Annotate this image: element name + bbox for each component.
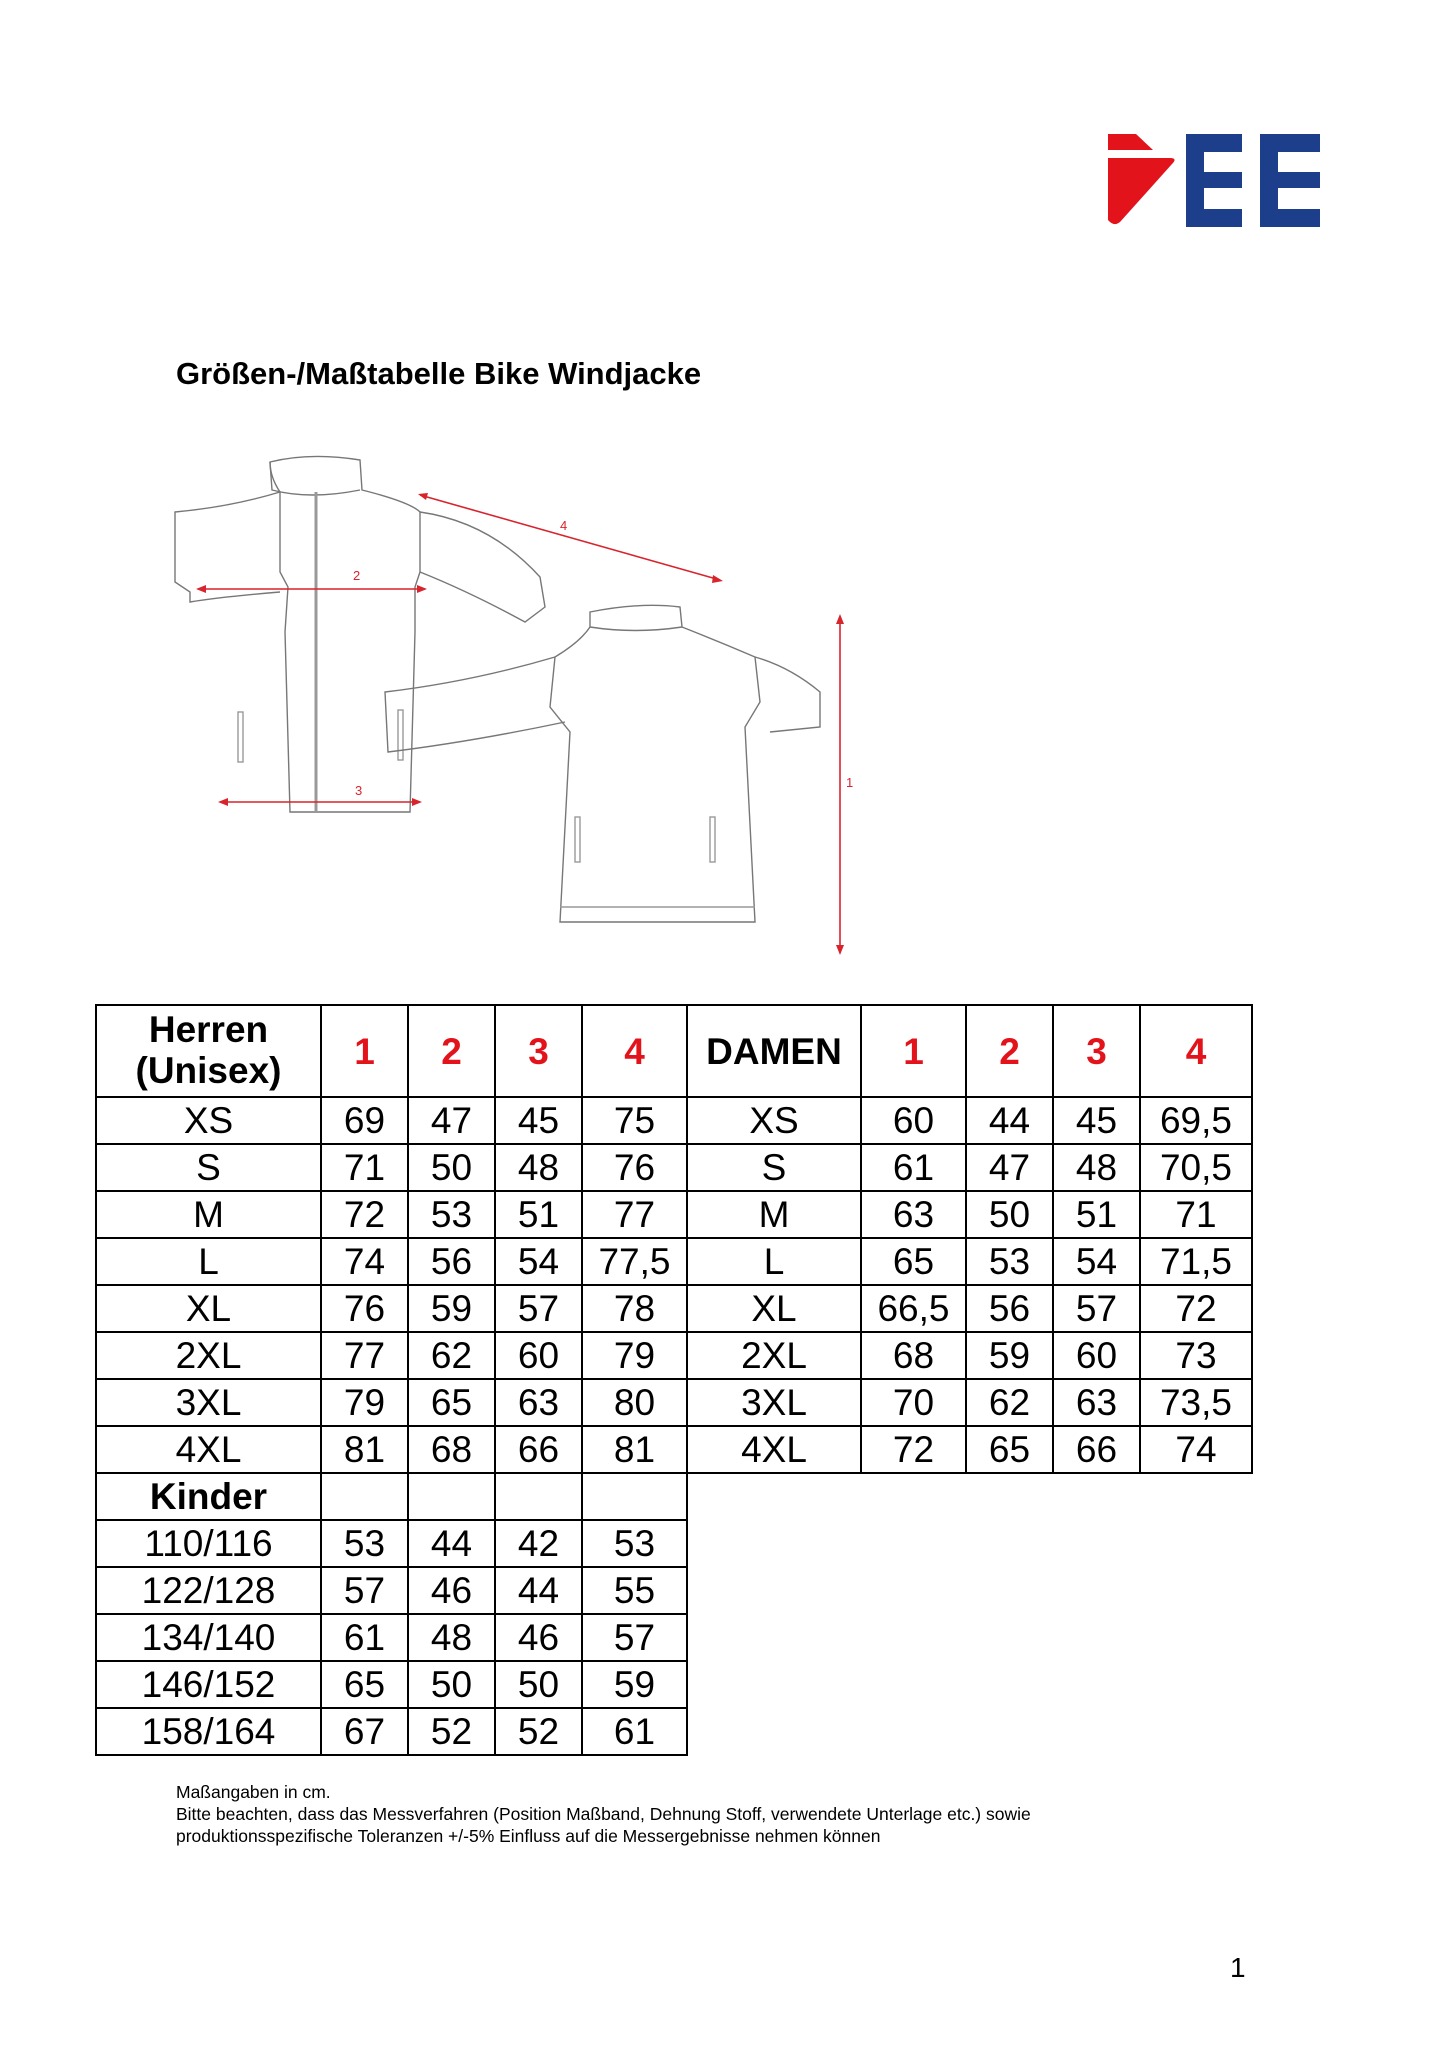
table-row: 158/164 67 52 52 61	[96, 1708, 687, 1755]
table-row: XL 66,5 56 57 72	[687, 1285, 1252, 1332]
table-row: L 74 56 54 77,5	[96, 1238, 687, 1285]
note-line: Maßangaben in cm.	[176, 1782, 331, 1802]
men-size-table	[95, 1004, 688, 1756]
measure-col-4: 4	[1140, 1005, 1252, 1097]
table-row: 122/128 57 46 44 55	[96, 1567, 687, 1614]
note-line: produktionsspezifische Toleranzen +/-5% Einfluss auf die Messergebnisse nehmen können	[176, 1826, 881, 1846]
measure-col-3: 3	[495, 1005, 582, 1097]
measure-col-2: 2	[966, 1005, 1053, 1097]
table-row: 146/152 65 50 50 59	[96, 1661, 687, 1708]
table-row: XL 76 59 57 78	[96, 1285, 687, 1332]
front-jacket-icon	[175, 456, 545, 812]
table-row: 110/116 53 44 42 53	[96, 1520, 687, 1567]
table-row: L 65 53 54 71,5	[687, 1238, 1252, 1285]
table-row: S 71 50 48 76	[96, 1144, 687, 1191]
measure-col-2: 2	[408, 1005, 495, 1097]
table-row: 3XL 70 62 63 73,5	[687, 1379, 1252, 1426]
measure-label-4: 4	[560, 518, 568, 533]
table-header-row	[96, 1005, 687, 1097]
table-row: 134/140 61 48 46 57	[96, 1614, 687, 1661]
table-row: S 61 47 48 70,5	[687, 1144, 1252, 1191]
measurement-notes	[176, 1781, 1031, 1847]
kinder-header-row	[96, 1473, 687, 1520]
dee-logo-icon	[1108, 134, 1320, 227]
table-row: M 63 50 51 71	[687, 1191, 1252, 1238]
table-row: 2XL 68 59 60 73	[687, 1332, 1252, 1379]
table-row: 2XL 77 62 60 79	[96, 1332, 687, 1379]
kinder-header: Kinder	[96, 1473, 321, 1520]
table-row: M 72 53 51 77	[96, 1191, 687, 1238]
table-header-row	[687, 1005, 1252, 1097]
table-row: 4XL 81 68 66 81	[96, 1426, 687, 1473]
herren-unisex-header: Herren (Unisex)	[96, 1005, 321, 1097]
back-jacket-icon	[385, 605, 820, 922]
measure-label-2: 2	[353, 568, 361, 583]
table-row: XS 60 44 45 69,5	[687, 1097, 1252, 1144]
table-row: XS 69 47 45 75	[96, 1097, 687, 1144]
women-size-table	[686, 1004, 1253, 1474]
page-number: 1	[1230, 1952, 1246, 1983]
measure-label-1: 1	[846, 775, 854, 790]
note-line: Bitte beachten, dass das Messverfahren (Position Maßband, Dehnung Stoff, verwendete Unterlage etc.) sowie	[176, 1804, 1031, 1824]
page-title: Größen-/Maßtabelle Bike Windjacke	[176, 356, 702, 391]
damen-header: DAMEN	[687, 1005, 861, 1097]
measure-col-3: 3	[1053, 1005, 1140, 1097]
measure-col-1: 1	[321, 1005, 408, 1097]
table-row: 4XL 72 65 66 74	[687, 1426, 1252, 1473]
jacket-measurement-illustration	[170, 452, 1000, 962]
measure-col-4: 4	[582, 1005, 687, 1097]
table-row: 3XL 79 65 63 80	[96, 1379, 687, 1426]
measure-label-3: 3	[355, 783, 363, 798]
measure-col-1: 1	[861, 1005, 966, 1097]
